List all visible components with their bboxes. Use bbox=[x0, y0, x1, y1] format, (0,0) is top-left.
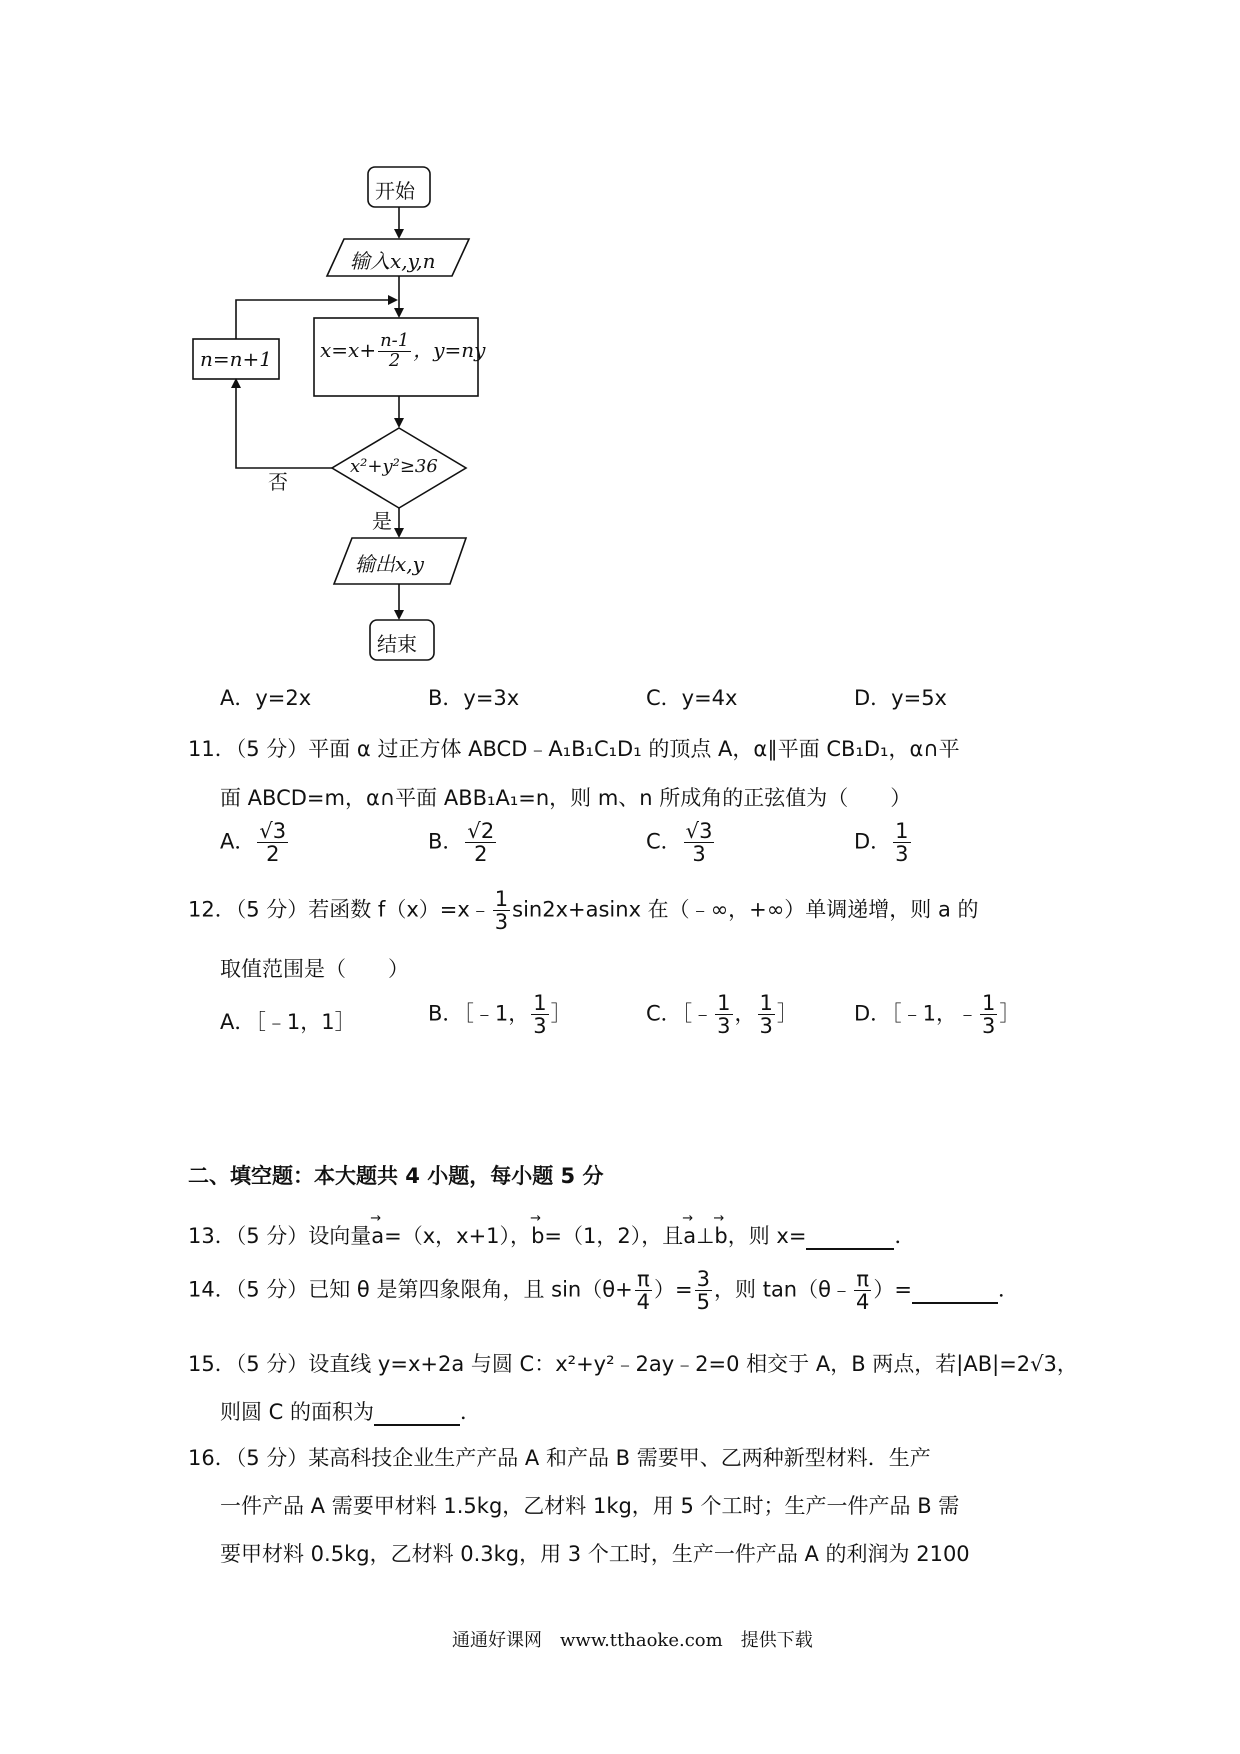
q12-option-b-num: 1 bbox=[533, 991, 547, 1015]
q14-frac3-num: π bbox=[854, 1268, 871, 1291]
flow-end-text: 结束 bbox=[377, 632, 417, 656]
q13-end: ． bbox=[894, 1224, 916, 1248]
q12-option-c bbox=[646, 992, 798, 1037]
q11-option-c bbox=[646, 820, 716, 865]
q12-option-c-den2: 3 bbox=[759, 1014, 773, 1039]
q13-vector-b2: → b bbox=[714, 1224, 727, 1248]
q11-option-a-num: √ 3 bbox=[257, 820, 288, 843]
flowchart bbox=[0, 0, 1240, 680]
q12-option-d-num: 1 bbox=[982, 991, 996, 1015]
q15-line1-pre: 15．（5 分）设直线 y=x+2a 与圆 C：x²+y²﹣2ay﹣2=0 相交于 A，B 两点，若|AB|=2 bbox=[188, 1352, 1031, 1376]
q11-option-c-den: 3 bbox=[692, 842, 706, 867]
flow-input-text: 输入x,y,n bbox=[350, 249, 436, 273]
q11-option-b-den: 2 bbox=[474, 842, 488, 867]
q12-option-d-pre: D．［﹣1，﹣ bbox=[854, 1001, 979, 1026]
q13-mid2: =（1，2），且 bbox=[544, 1224, 684, 1248]
q11-option-d-num: 1 bbox=[895, 819, 909, 843]
q15-line1 bbox=[188, 1348, 1078, 1378]
q13-post: ，则 x= bbox=[727, 1224, 807, 1248]
q14-mid: ）= bbox=[654, 1277, 693, 1302]
q11-line2: 面 ABCD=m，α∩平面 ABB₁A₁=n，则 m、n 所成角的正弦值为（ ） bbox=[220, 786, 912, 810]
q11-line1: 11．（5 分）平面 α 过正方体 ABCD﹣A₁B₁C₁D₁ 的顶点 A，α∥平面 CB₁D₁，α∩平 bbox=[188, 737, 960, 761]
q10-option-d: D．y=5x bbox=[854, 686, 947, 710]
q11-option-b bbox=[428, 820, 498, 865]
flow-output-text: 输出x,y bbox=[355, 552, 424, 576]
q11-option-b-label: B． bbox=[428, 829, 464, 854]
q11-option-a-label: A． bbox=[220, 829, 256, 854]
q12-option-c-mid: ， bbox=[734, 1001, 756, 1026]
flow-process-left: x=x+ bbox=[320, 337, 377, 362]
q11-option-b-num: √ 2 bbox=[465, 820, 496, 843]
q16-line3: 要甲材料 0.5kg，乙材料 0.3kg，用 3 个工时，生产一件产品 A 的利润为 2100 bbox=[220, 1542, 970, 1566]
q12-option-b-den: 3 bbox=[533, 1014, 547, 1039]
q12-option-d-den: 3 bbox=[982, 1014, 996, 1039]
q14-line bbox=[188, 1268, 1019, 1313]
q11-option-d-label: D． bbox=[854, 829, 892, 854]
q11-option-c-label: C． bbox=[646, 829, 682, 854]
q10-option-c: C．y=4x bbox=[646, 686, 738, 710]
section-title: 二、填空题：本大题共 4 小题，每小题 5 分 bbox=[188, 1164, 604, 1188]
q15-line1-end: ， bbox=[1056, 1352, 1078, 1376]
q12-option-c-num2: 1 bbox=[759, 991, 773, 1015]
q12-option-c-close: ］ bbox=[776, 1001, 798, 1026]
q12-frac-num: 1 bbox=[494, 887, 509, 911]
q15-end: ． bbox=[460, 1400, 482, 1424]
q14-mid2: ，则 tan（θ﹣ bbox=[714, 1277, 852, 1302]
q12-pre: 12．（5 分）若函数 f（x）=x﹣ bbox=[188, 897, 491, 922]
q14-frac1-num: π bbox=[635, 1268, 652, 1291]
flow-process-right: ，y=ny bbox=[413, 337, 486, 362]
page-footer: 通通好课网 www.tthaoke.com 提供下载 bbox=[452, 1630, 813, 1651]
flow-start-text: 开始 bbox=[375, 179, 415, 203]
q12-option-c-num1: 1 bbox=[717, 991, 731, 1015]
q13-line bbox=[188, 1220, 915, 1250]
q12-option-b bbox=[428, 992, 572, 1037]
q12-option-b-close: ］ bbox=[550, 1001, 572, 1026]
q15-line2-pre: 则圆 C 的面积为 bbox=[220, 1400, 375, 1424]
q14-frac2-den: 5 bbox=[696, 1290, 711, 1315]
q11-option-a bbox=[220, 820, 290, 865]
flow-process-frac-num: n-1 bbox=[380, 330, 410, 351]
flow-process-frac-den: 2 bbox=[388, 349, 401, 371]
q10-option-a: A．y=2x bbox=[220, 686, 312, 710]
q13-answer-blank bbox=[806, 1224, 894, 1250]
q14-frac3-den: 4 bbox=[855, 1290, 870, 1315]
q14-end: ． bbox=[997, 1277, 1019, 1302]
q11-option-c-num: √ 3 bbox=[684, 820, 715, 843]
q12-option-a: A．［﹣1，1］ bbox=[220, 1010, 356, 1034]
flow-increment-text: n=n+1 bbox=[200, 347, 273, 371]
flow-decision-text: x²+y²≥36 bbox=[350, 456, 438, 477]
q12-option-c-den1: 3 bbox=[717, 1014, 731, 1039]
q13-mid1: =（x，x+1）， bbox=[384, 1224, 532, 1248]
q14-frac1-den: 4 bbox=[636, 1290, 651, 1315]
q12-post: sin2x+asinx 在（﹣∞，+∞）单调递增，则 a 的 bbox=[512, 897, 979, 922]
q12-option-c-pre: C．［﹣ bbox=[646, 1001, 714, 1026]
q12-frac-den: 3 bbox=[494, 910, 509, 935]
q16-line2: 一件产品 A 需要甲材料 1.5kg，乙材料 1kg，用 5 个工时；生产一件产品 B 需 bbox=[220, 1494, 960, 1518]
q13-vector-a: → a bbox=[371, 1224, 384, 1248]
q13-vector-a2: → a bbox=[683, 1224, 696, 1248]
flow-no-label: 否 bbox=[268, 470, 288, 494]
q13-vector-b: → b bbox=[531, 1224, 544, 1248]
q14-mid3: ）= bbox=[873, 1277, 912, 1302]
q10-option-b: B．y=3x bbox=[428, 686, 520, 710]
q15-sqrt: √3 bbox=[1030, 1352, 1057, 1376]
q14-pre: 14．（5 分）已知 θ 是第四象限角，且 sin（θ+ bbox=[188, 1277, 633, 1302]
q15-line2 bbox=[220, 1396, 481, 1426]
q15-answer-blank bbox=[374, 1400, 460, 1426]
flow-process-text bbox=[320, 332, 485, 371]
q12-line2: 取值范围是（ ） bbox=[220, 957, 409, 981]
q13-pre: 13．（5 分）设向量 bbox=[188, 1224, 372, 1248]
q12-line1 bbox=[188, 888, 978, 933]
q11-option-d bbox=[854, 820, 913, 865]
flow-yes-label: 是 bbox=[372, 509, 392, 533]
q16-line1: 16．（5 分）某高科技企业生产产品 A 和产品 B 需要甲、乙两种新型材料．生产 bbox=[188, 1446, 931, 1470]
q12-option-d bbox=[854, 992, 1020, 1037]
q14-frac2-num: 3 bbox=[696, 1267, 711, 1291]
q13-perp: ⊥ bbox=[696, 1224, 715, 1248]
q12-option-d-close: ］ bbox=[999, 1001, 1021, 1026]
q11-option-d-den: 3 bbox=[895, 842, 909, 867]
q14-answer-blank bbox=[912, 1278, 998, 1304]
q11-option-a-den: 2 bbox=[266, 842, 280, 867]
q12-option-b-pre: B．［﹣1， bbox=[428, 1001, 530, 1026]
